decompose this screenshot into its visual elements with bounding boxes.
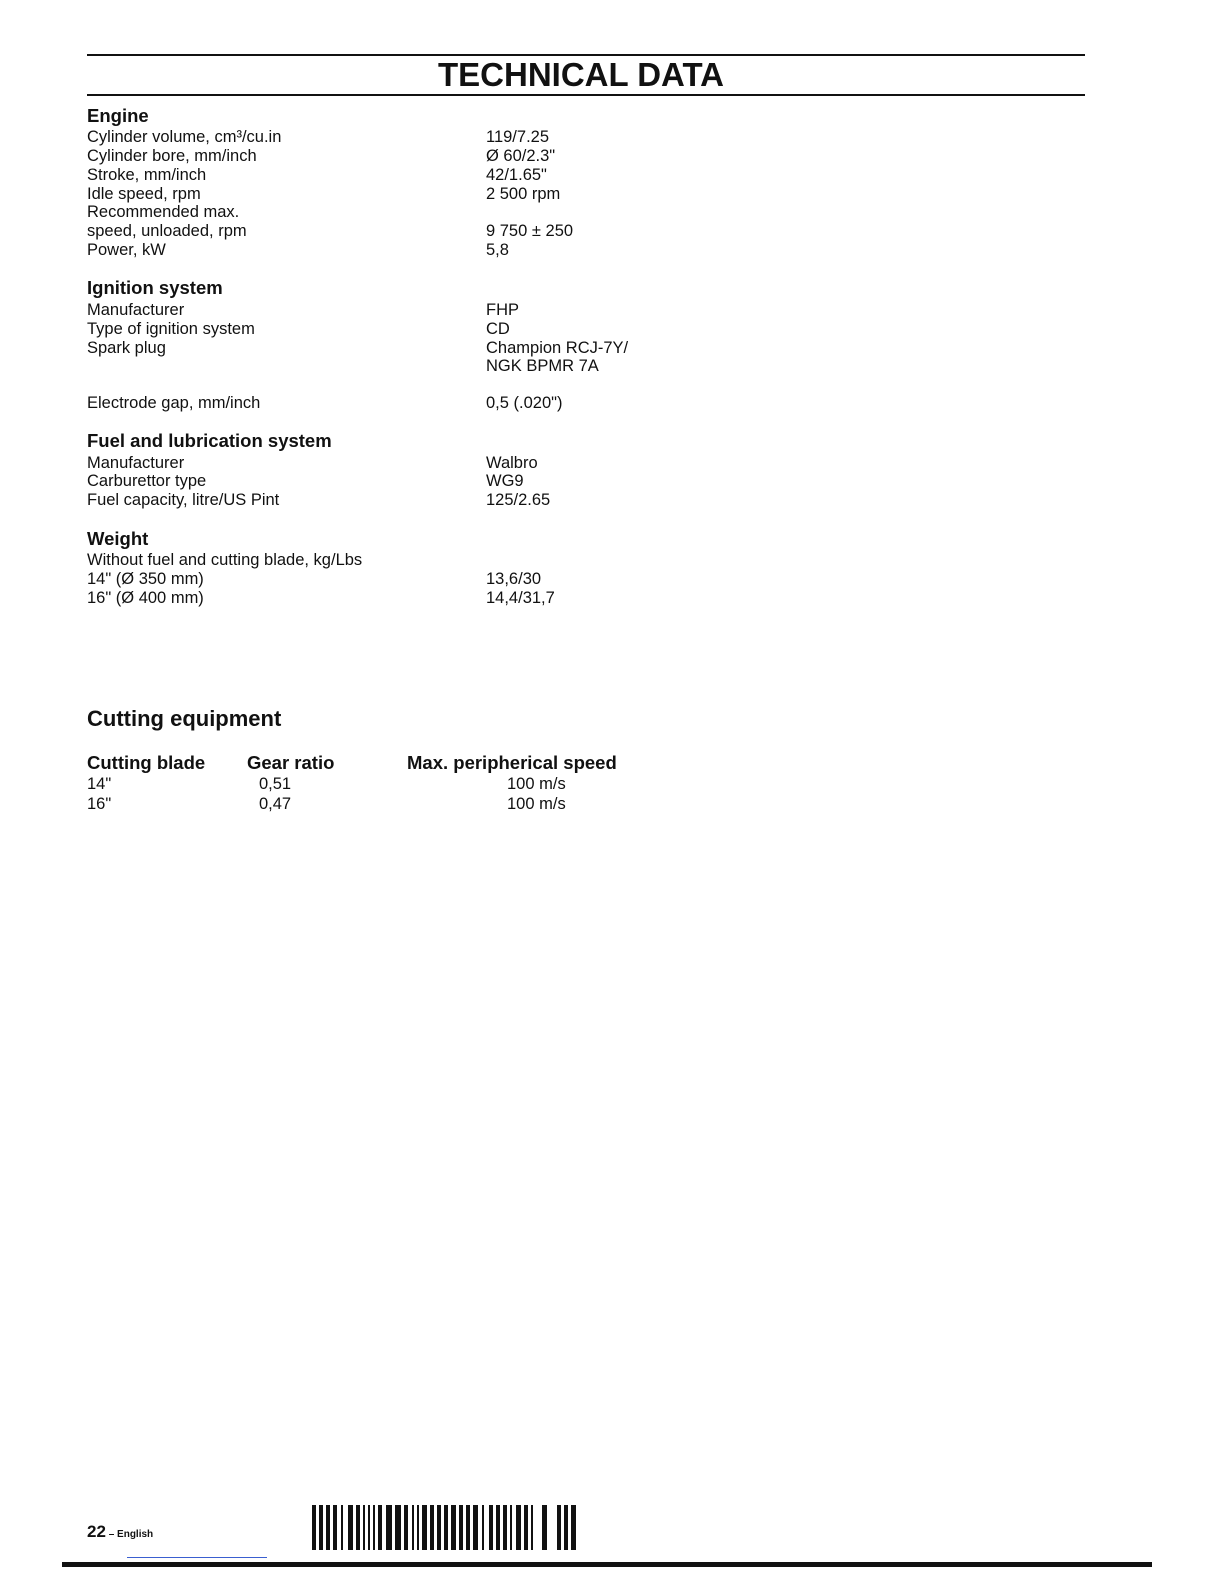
spec-label: Stroke, mm/inch (87, 166, 207, 184)
spec-label: Type of ignition system (87, 320, 255, 338)
spec-label: Power, kW (87, 241, 166, 259)
spec-value: 2 500 rpm (486, 185, 561, 203)
footer-underline (127, 1557, 267, 1558)
spec-value: Champion RCJ-7Y/ (486, 339, 629, 357)
spec-value: FHP (486, 301, 519, 319)
spec-value: 42/1.65" (486, 166, 547, 184)
spec-value: 9 750 ± 250 (486, 222, 574, 240)
spec-value: 119/7.25 (486, 128, 550, 146)
table-cell-gear-ratio: 0,47 (259, 795, 292, 813)
spec-value: WG9 (486, 472, 524, 490)
spec-label: 16" (Ø 400 mm) (87, 589, 204, 607)
spec-label: Cylinder volume, cm³/cu.in (87, 128, 282, 146)
spec-label: Electrode gap, mm/inch (87, 394, 261, 412)
column-header-cutting-blade: Cutting blade (87, 752, 206, 773)
spec-value: Ø 60/2.3" (486, 147, 556, 165)
spec-label: Fuel capacity, litre/US Pint (87, 491, 280, 509)
table-cell-speed: 100 m/s (507, 795, 566, 813)
spec-label: Spark plug (87, 339, 166, 357)
section-heading-engine: Engine (87, 105, 149, 126)
spec-label: Carburettor type (87, 472, 207, 490)
section-heading-fuel: Fuel and lubrication system (87, 430, 332, 451)
page-number (87, 1522, 153, 1542)
page-title: TECHNICAL DATA (438, 56, 724, 93)
cutting-equipment-title: Cutting equipment (87, 706, 282, 731)
section-heading-ignition: Ignition system (87, 277, 223, 298)
table-cell-gear-ratio: 0,51 (259, 775, 292, 793)
spec-label: Idle speed, rpm (87, 185, 201, 203)
table-cell-blade: 14" (87, 775, 112, 793)
table-cell-speed: 100 m/s (507, 775, 566, 793)
page-language: – English (105, 1529, 154, 1540)
spec-value: 125/2.65 (486, 491, 551, 509)
spec-label: Without fuel and cutting blade, kg/Lbs (87, 551, 363, 569)
spec-value: Walbro (486, 454, 538, 472)
header-rule-bottom (87, 94, 1085, 96)
spec-value: NGK BPMR 7A (486, 357, 599, 375)
spec-label: Cylinder bore, mm/inch (87, 147, 257, 165)
spec-value: CD (486, 320, 510, 338)
spec-value: 5,8 (486, 241, 509, 259)
column-header-max-speed: Max. peripherical speed (407, 752, 617, 773)
page-number-value: 22 (87, 1522, 106, 1541)
spec-label: speed, unloaded, rpm (87, 222, 247, 240)
spec-value: 0,5 (.020") (486, 394, 563, 412)
section-heading-weight: Weight (87, 528, 149, 549)
spec-label: 14" (Ø 350 mm) (87, 570, 204, 588)
bottom-bar (62, 1562, 1152, 1567)
column-header-gear-ratio: Gear ratio (247, 752, 335, 773)
spec-label: Manufacturer (87, 454, 185, 472)
table-cell-blade: 16" (87, 795, 112, 813)
barcode-icon (312, 1505, 578, 1550)
spec-value: 14,4/31,7 (486, 589, 555, 607)
spec-label: Manufacturer (87, 301, 185, 319)
spec-label: Recommended max. (87, 203, 240, 221)
spec-value: 13,6/30 (486, 570, 542, 588)
